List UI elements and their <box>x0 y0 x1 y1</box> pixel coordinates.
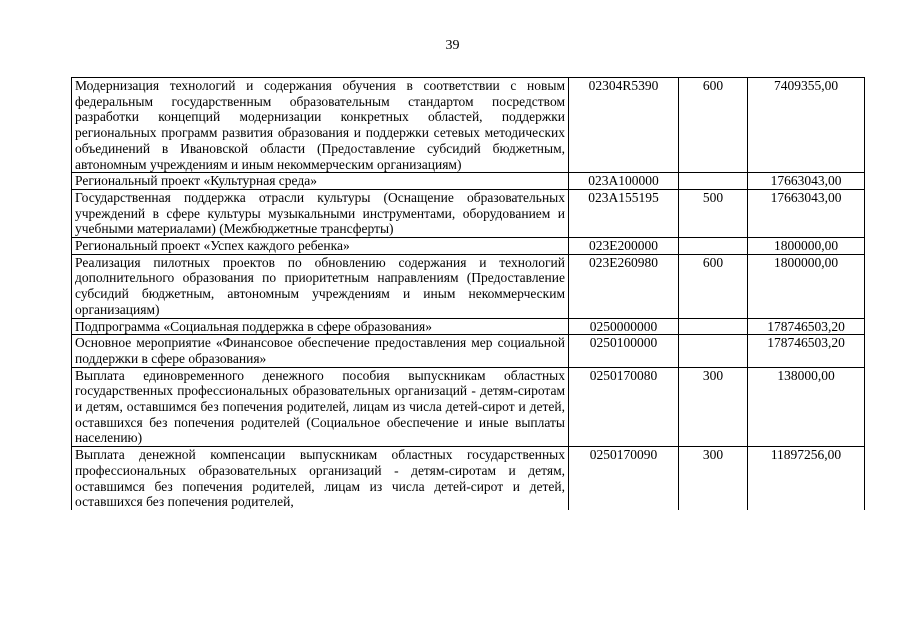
table-row <box>72 447 865 510</box>
budget-table <box>71 77 865 510</box>
row-amount: 178746503,20 <box>748 318 865 335</box>
row-amount: 7409355,00 <box>748 78 865 173</box>
table-row <box>72 78 865 173</box>
table-row <box>72 173 865 190</box>
row-code: 023E260980 <box>569 254 679 318</box>
row-description: Региональный проект «Культурная среда» <box>72 173 569 190</box>
row-amount: 138000,00 <box>748 367 865 447</box>
row-code: 02304R5390 <box>569 78 679 173</box>
row-expense-type <box>679 173 748 190</box>
row-code: 023A155195 <box>569 189 679 237</box>
table-row <box>72 238 865 255</box>
row-code: 0250170080 <box>569 367 679 447</box>
row-code: 0250100000 <box>569 335 679 367</box>
row-code: 023E200000 <box>569 238 679 255</box>
row-description: Государственная поддержка отрасли культуры (Оснащение образовательных учреждений в сфере культуры музыкальными инструментами, оборудованием и учебными материалами) (Межбюджетные трансферты) <box>72 189 569 237</box>
row-amount: 178746503,20 <box>748 335 865 367</box>
table-row <box>72 318 865 335</box>
row-description: Реализация пилотных проектов по обновлению содержания и технологий дополнительного образования по приоритетным направлениям (Предоставление субсидий бюджетным, автономным учреждениям и иным некоммерческим организациям) <box>72 254 569 318</box>
table-row <box>72 335 865 367</box>
table-row <box>72 367 865 447</box>
page-number: 39 <box>445 38 460 53</box>
row-amount: 1800000,00 <box>748 254 865 318</box>
row-expense-type <box>679 238 748 255</box>
row-description: Региональный проект «Успех каждого ребенка» <box>72 238 569 255</box>
row-description: Модернизация технологий и содержания обучения в соответствии с новым федеральным государственным образовательным стандартом посредством разработки концепций модернизации конкретных областей, поддержки региональных программ развития образования и поддержки сетевых методических объединений в Ивановской области (Предоставление субсидий бюджетным, автономным учреждениям и иным некоммерческим организациям) <box>72 78 569 173</box>
row-expense-type <box>679 335 748 367</box>
table-row <box>72 189 865 237</box>
row-code: 023A100000 <box>569 173 679 190</box>
row-expense-type: 300 <box>679 447 748 510</box>
row-description: Выплата денежной компенсации выпускникам областных государственных профессиональных образовательных организаций - детям-сиротам и детям, оставшимся без попечения родителей, лицам из числа детей-сирот и детей, оставшихся без попечения родителей, <box>72 447 569 510</box>
row-amount: 1800000,00 <box>748 238 865 255</box>
row-description: Выплата единовременного денежного пособия выпускникам областных государственных профессиональных образовательных организаций - детям-сиротам и детям, оставшимся без попечения родителей, лицам из числа детей-сирот и детей, оставшихся без попечения родителей (Социальное обеспечение и иные выплаты населению) <box>72 367 569 447</box>
row-expense-type: 600 <box>679 78 748 173</box>
row-description: Основное мероприятие «Финансовое обеспечение предоставления мер социальной поддержки в сфере образования» <box>72 335 569 367</box>
row-amount: 17663043,00 <box>748 173 865 190</box>
row-code: 0250000000 <box>569 318 679 335</box>
row-code: 0250170090 <box>569 447 679 510</box>
row-description: Подпрограмма «Социальная поддержка в сфере образования» <box>72 318 569 335</box>
row-expense-type <box>679 318 748 335</box>
table-row <box>72 254 865 318</box>
row-expense-type: 500 <box>679 189 748 237</box>
row-expense-type: 300 <box>679 367 748 447</box>
row-amount: 17663043,00 <box>748 189 865 237</box>
row-expense-type: 600 <box>679 254 748 318</box>
row-amount: 11897256,00 <box>748 447 865 510</box>
